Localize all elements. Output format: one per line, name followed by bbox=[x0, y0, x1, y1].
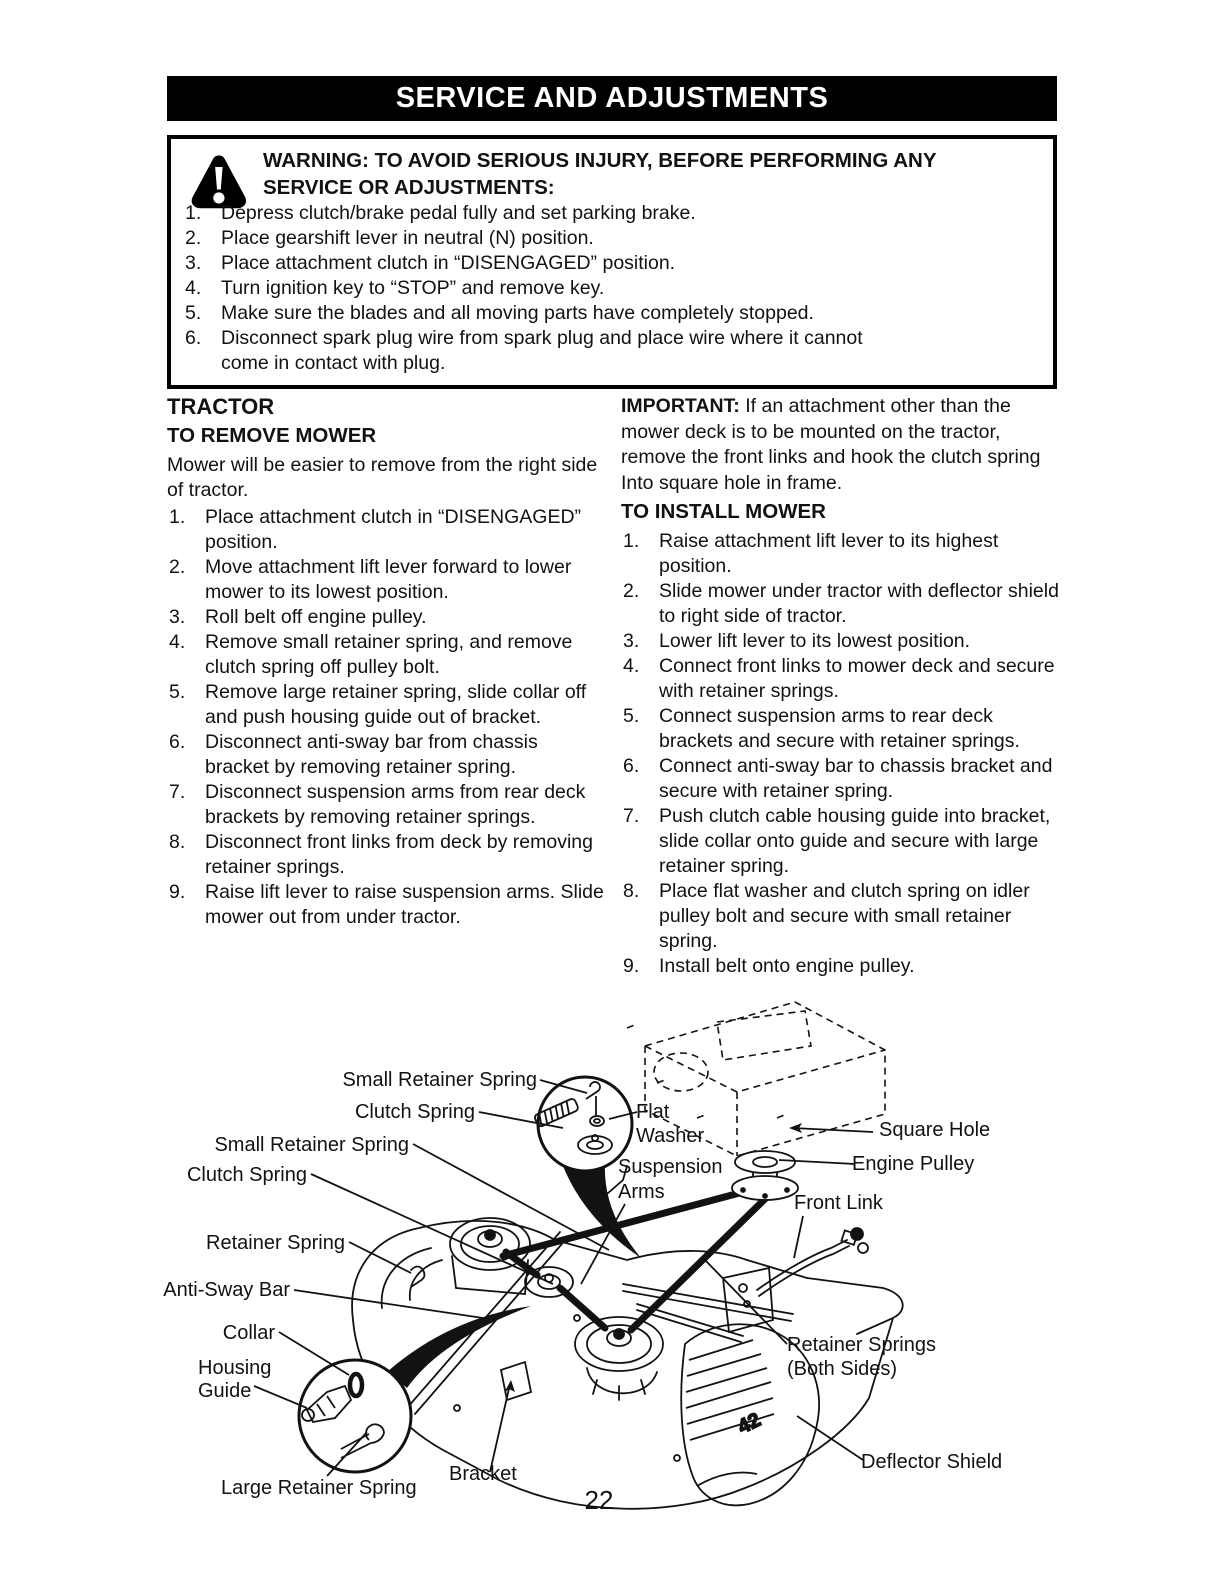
top-callout-wedge bbox=[563, 1164, 641, 1258]
install-step: Slide mower under tractor with deflector shield to right side of tractor. bbox=[659, 580, 1059, 627]
label-retainer-spring: Retainer Spring bbox=[206, 1232, 345, 1254]
right-column bbox=[621, 394, 1059, 979]
warning-list bbox=[183, 201, 899, 376]
important-text: If an attachment other than the mower deck is to be mounted on the tractor, remove the front links and hook the clutch spring Into square hole in frame. bbox=[621, 395, 1041, 494]
heading-to-remove-mower: TO REMOVE MOWER bbox=[167, 424, 377, 447]
page-number: 22 bbox=[584, 1485, 614, 1515]
deck-size-label: 42 bbox=[734, 1408, 765, 1439]
remove-step: Disconnect anti-sway bar from chassis bracket by removing retainer spring. bbox=[205, 731, 538, 778]
body-columns bbox=[167, 394, 1059, 979]
label-front-link: Front Link bbox=[794, 1192, 883, 1214]
label-suspension: Suspension bbox=[618, 1156, 723, 1178]
label-flat: Flat bbox=[636, 1101, 670, 1123]
label-housing: Housing bbox=[198, 1357, 272, 1379]
label-retainer-springs-both: Retainer Springs bbox=[787, 1334, 936, 1356]
install-step: Lower lift lever to its lowest position. bbox=[659, 630, 971, 652]
left-column bbox=[167, 394, 605, 979]
warning-item: Place gearshift lever in neutral (N) position. bbox=[221, 227, 594, 249]
remove-step: Remove small retainer spring, and remove clutch spring off pulley bolt. bbox=[205, 631, 573, 678]
label-clutch-spring-top: Clutch Spring bbox=[354, 1101, 475, 1123]
page-title: SERVICE AND ADJUSTMENTS bbox=[167, 76, 1057, 121]
install-step: Place flat washer and clutch spring on idler pulley bolt and secure with small retainer spring. bbox=[659, 880, 1030, 952]
warning-box bbox=[167, 135, 1057, 389]
label-both-sides: (Both Sides) bbox=[787, 1358, 898, 1380]
install-step: Connect anti-sway bar to chassis bracket and secure with retainer spring. bbox=[659, 755, 1053, 802]
label-bracket: Bracket bbox=[449, 1463, 517, 1485]
remove-step: Place attachment clutch in “DISENGAGED” position. bbox=[205, 506, 582, 553]
label-arms: Arms bbox=[618, 1181, 665, 1203]
important-note bbox=[621, 394, 1059, 496]
warning-item: Disconnect spark plug wire from spark plug and place wire where it cannot come in contact with plug. bbox=[221, 327, 863, 374]
install-step: Push clutch cable housing guide into bracket, slide collar onto guide and secure with large retainer spring. bbox=[659, 805, 1051, 877]
remove-step: Raise lift lever to raise suspension arms. Slide mower out from under tractor. bbox=[205, 881, 604, 928]
install-mower-steps bbox=[621, 529, 1059, 979]
label-large-retainer-spring: Large Retainer Spring bbox=[221, 1477, 417, 1499]
remove-step: Disconnect suspension arms from rear deck brackets by removing retainer springs. bbox=[205, 781, 586, 828]
label-small-retainer-spring-top: Small Retainer Spring bbox=[342, 1069, 537, 1091]
label-collar: Collar bbox=[222, 1322, 275, 1344]
remove-mower-intro: Mower will be easier to remove from the right side of tractor. bbox=[167, 454, 598, 501]
label-anti-sway-bar: Anti-Sway Bar bbox=[163, 1279, 290, 1301]
heading-to-install-mower: TO INSTALL MOWER bbox=[621, 500, 826, 523]
remove-step: Roll belt off engine pulley. bbox=[205, 606, 427, 628]
warning-title: WARNING: TO AVOID SERIOUS INJURY, BEFORE PERFORMING ANY SERVICE OR ADJUSTMENTS: bbox=[263, 149, 937, 199]
install-step: Install belt onto engine pulley. bbox=[659, 955, 915, 977]
remove-step: Disconnect front links from deck by removing retainer springs. bbox=[205, 831, 593, 878]
label-square-hole: Square Hole bbox=[879, 1119, 991, 1141]
important-label: IMPORTANT: bbox=[621, 395, 740, 417]
label-small-retainer-spring-2: Small Retainer Spring bbox=[214, 1134, 409, 1156]
install-step: Raise attachment lift lever to its highest position. bbox=[659, 530, 999, 577]
label-washer: Washer bbox=[636, 1125, 705, 1147]
engine-pulley-drawing bbox=[732, 1151, 798, 1200]
label-deflector-shield: Deflector Shield bbox=[861, 1451, 1003, 1473]
mower-deck-diagram bbox=[157, 988, 1067, 1554]
label-guide: Guide bbox=[198, 1380, 252, 1402]
bracket-arrowhead bbox=[504, 1380, 515, 1393]
section-title-tractor: TRACTOR bbox=[167, 394, 275, 419]
housing-guide-inset-drawing bbox=[299, 1360, 411, 1472]
remove-step: Move attachment lift lever forward to lower mower to its lowest position. bbox=[205, 556, 572, 603]
install-step: Connect front links to mower deck and secure with retainer springs. bbox=[659, 655, 1055, 702]
warning-item: Place attachment clutch in “DISENGAGED” position. bbox=[221, 252, 676, 274]
install-step: Connect suspension arms to rear deck brackets and secure with retainer springs. bbox=[659, 705, 1020, 752]
label-engine-pulley: Engine Pulley bbox=[852, 1153, 975, 1175]
warning-item: Make sure the blades and all moving parts have completely stopped. bbox=[221, 302, 814, 324]
warning-item: Depress clutch/brake pedal fully and set parking brake. bbox=[221, 202, 696, 224]
label-clutch-spring-2: Clutch Spring bbox=[186, 1164, 307, 1186]
remove-mower-steps bbox=[167, 505, 605, 930]
remove-step: Remove large retainer spring, slide collar off and push housing guide out of bracket. bbox=[205, 681, 587, 728]
warning-item: Turn ignition key to “STOP” and remove key. bbox=[221, 277, 605, 299]
